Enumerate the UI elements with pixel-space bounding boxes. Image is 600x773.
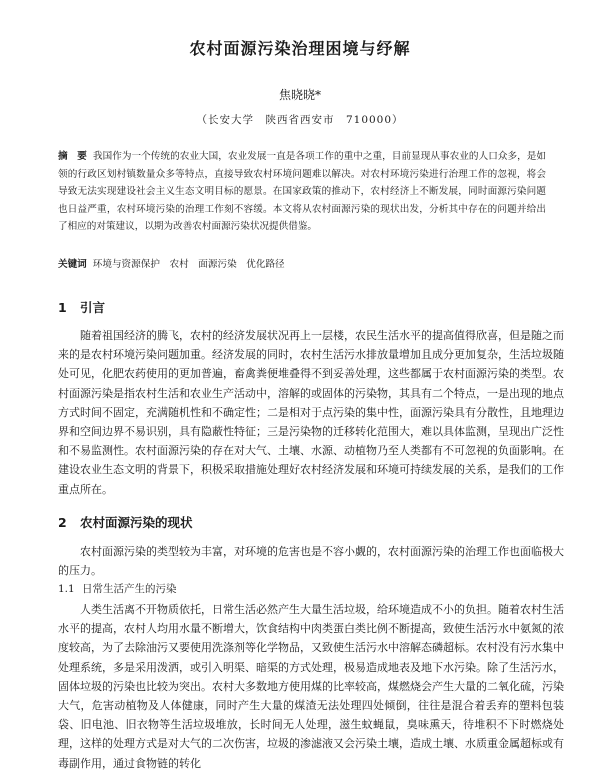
abstract-text: 我国作为一个传统的农业大国，农业发展一直是各项工作的重中之重，目前显现从事农业的人口众多，是如领的行政区划村镇数量众多等特点，直接导致农村环境问题难以解决。对农村环境污染进行治理工作的忽视，将会导致无法实现建设社会主义生态文明目标的愿景。在国家政策的推动下，农村经济上不断发展，同时面源污染问题也日益严重，农村环境污染的治理工作刻不容缓。本文将从农村面源污染的现状出发，分析其中存在的问题并给出了相应的对策建议，以期为改善农村面源污染状况提供借鉴。 <box>58 151 547 233</box>
section-title: 农村面源污染的现状 <box>80 515 193 530</box>
section-heading-1 <box>58 298 105 316</box>
section-2-paragraph: 农村面源污染的类型较为丰富，对环境的危害也是不容小觑的，农村面源污染的治理工作也面临极大的压力。 <box>58 545 564 578</box>
subsection-number: 1.1 <box>58 583 75 595</box>
section-heading-2 <box>58 513 193 531</box>
author-affiliation: （长安大学 陕西省西安市 710000） <box>196 114 404 126</box>
section-number: 2 <box>58 515 67 530</box>
section-number: 1 <box>58 300 67 315</box>
abstract <box>58 148 546 236</box>
abstract-label: 摘 要 <box>58 151 87 162</box>
section-1-paragraph: 随着祖国经济的腾飞，农村的经济发展状况再上一层楼，农民生活水平的提高值得欣喜，但是随之而来的是农村环境污染问题加重。经济发展的同时，农村生活污水排放量增加且成分更加复杂，生活垃圾随处可见，化肥农药使用的更加普遍，畜禽粪便堆叠得不到妥善处理，这些都属于农村面源污染的类型。农村面源污染是指农村生活和农业生产活动中，溶解的或固体的污染物，其具有二个特点，一是出现的地点方式时间不固定，充满随机性和不确定性；二是相对于点污染的集中性，面源污染具有分散性，且地理边界和空间边界不易识别，具有隐蔽性特征；三是污染物的迁移转化范围大，难以具体监测，呈现出广泛性和不易监测性。农村面源污染的存在对大气、土壤、水源、动植物乃至人类都有不可忽视的负面影响。在建设农业生态文明的背景下，积极采取措施处理好农村经济发展和环境可持续发展的关系，是我们的工作重点所在。 <box>58 329 564 496</box>
subsection-title: 日常生活产生的污染 <box>82 583 177 595</box>
paper-title: 农村面源污染治理困境与纾解 <box>189 39 411 58</box>
keywords-text: 环境与资源保护 农村 面源污染 优化路径 <box>92 259 285 270</box>
subsection-paragraph: 人类生活离不开物质依托，日常生活必然产生大量生活垃圾，给环境造成不小的负担。随着农村生活水平的提高，农村人均用水量不断增大，饮食结构中肉类蛋白类比例不断提高，致使生活污水中氨氮的浓度较高，为了去除油污又要使用洗涤剂等化学物品，又致使生活污水中溶解态磷超标。农村没有污水集中处理系统，多是采用泼洒，或引入明渠、暗渠的方式处理，极易造成地表及地下水污染。除了生活污水，固体垃圾的污染也比较为突出。农村大多数地方使用煤的比率较高，煤燃烧会产生大量的二氧化硫，污染大气，危害动植物及人体健康，同时产生大量的煤渣无法处理四处倾倒，往往是混合着丢弃的塑料包装袋、旧电池、旧衣物等生活垃圾堆放，长时间无人处理，滋生蚊蝇鼠，臭味熏天，待堆积不下时燃烧处理，这样的处理方式是对大气的二次伤害，垃圾的渗滤液又会污染土壤，造成土壤、水质重金属超标或有毒副作用，通过食物链的转化 <box>58 603 564 770</box>
keywords <box>58 256 546 274</box>
section-title: 引言 <box>80 300 106 315</box>
subsection-heading <box>58 581 177 596</box>
keywords-label: 关键词 <box>58 259 87 270</box>
author-name: 焦晓晓* <box>278 88 321 102</box>
